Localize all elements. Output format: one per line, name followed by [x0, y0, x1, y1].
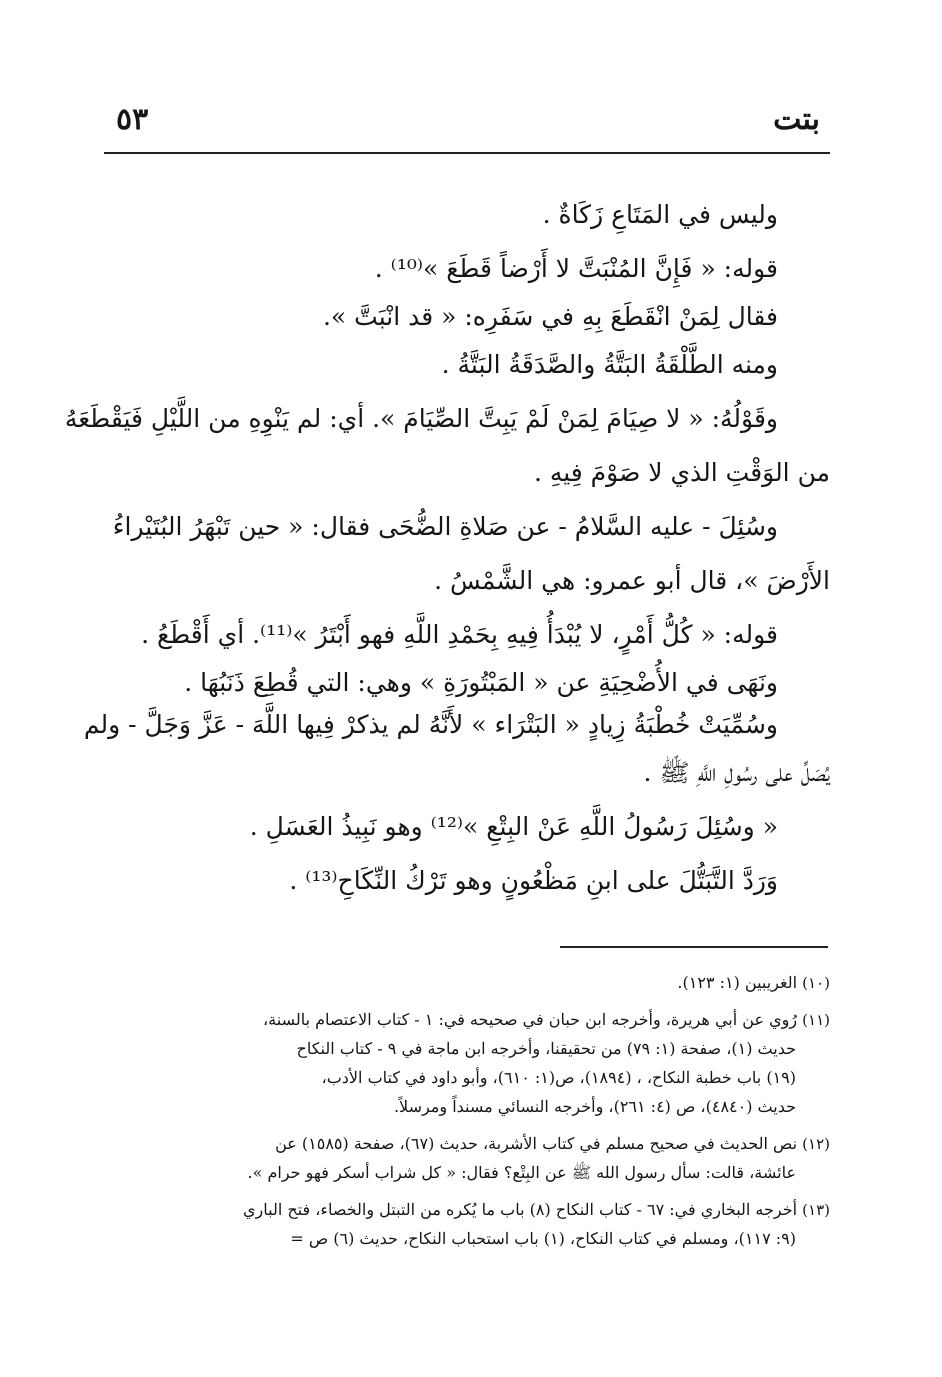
footnote-13: [112, 1195, 830, 1224]
footnote-number: (١٠): [802, 974, 830, 992]
page-header: [112, 100, 830, 144]
text-line: وليس في المَتَاعِ زَكَاةٌ .: [542, 200, 778, 229]
footnote-number: (١٣): [802, 1201, 830, 1219]
page-number: ٥٣: [116, 102, 149, 137]
running-head: بتت: [773, 102, 820, 137]
text-line: وسُئِلَ - عليه السَّلامُ - عن صَلاةِ الضُّحَى فقال: « حين تَبْهَرُ البُتَيْراءُ: [112, 512, 778, 541]
main-text: [64, 188, 830, 908]
footnote-line: عائشة، قالت: سأل رسول الله ﷺ عن البِتْع؟ فقال: « كل شراب أسكر فهو حرام ».: [247, 1163, 796, 1182]
footnote-12: [112, 1129, 830, 1158]
footnote-line: (١٩) باب خطبة النكاح، ، (١٨٩٤)، ص(١: ٦١٠)، وأبو داود في كتاب الأدب،: [321, 1068, 796, 1087]
footnote-line: حديث (٤٨٤٠)، ص (٤: ٢٦١)، وأخرجه النسائي مسنداً ومرسلاً.: [393, 1097, 796, 1116]
footnote-line: حديث (١)، صفحة (١: ٧٩) من تحقيقنا، وأخرجه ابن ماجة في ٩ - كتاب النكاح: [296, 1039, 796, 1058]
footnote-text: أخرجه البخاري في: ٦٧ - كتاب النكاح (٨) باب ما يُكره من التبتل والخصاء، فتح الباري: [243, 1200, 798, 1219]
text-line: من الوَقْتِ الذي لا صَوْمَ فِيهِ .: [533, 458, 830, 487]
text-line: وقَوْلُهُ: « لا صِيَامَ لِمَنْ لَمْ يَبِتَّ الصِّيَامَ ». أي: لم يَنْوِهِ من اللَّيْلِ فَيَقْطَعَهُ: [64, 404, 778, 433]
footnote-11: [112, 1005, 830, 1034]
text-line: وَرَدَّ التَّبَتُّلَ على ابنِ مَظْعُونٍ وهو تَرْكُ النِّكَاحِ⁽¹³⁾ .: [289, 866, 778, 895]
footnote-text: نص الحديث في صحيح مسلم في كتاب الأشربة، حديث (٦٧)، صفحة (١٥٨٥) عن: [275, 1134, 798, 1153]
footnote-10: [112, 968, 830, 997]
text-line: قوله: « كُلُّ أَمْرٍ، لا يُبْدَأُ فِيهِ بِحَمْدِ اللَّهِ فهو أَبْتَرُ »⁽¹¹⁾. أي أَقْطَعُ .: [141, 620, 778, 649]
footnote-number: (١١): [802, 1011, 830, 1029]
text-line: وسُمِّيَتْ خُطْبَةُ زِيادٍ « البَتْرَاء » لأَنَّهُ لم يذكرْ فِيها اللَّهَ - عَزَّ وَجَلَّ - ولم: [83, 710, 778, 739]
header-rule: [104, 152, 830, 154]
footnote-line: (٩: ١١٧)، ومسلم في كتاب النكاح، (١) باب استحباب النكاح، حديث (٦) ص =: [290, 1229, 796, 1248]
text-line: الأَرْضَ »، قال أبو عمرو: هي الشَّمْسُ .: [434, 566, 830, 595]
footnote-rule: [560, 946, 828, 948]
footnotes: [112, 968, 830, 1253]
text-line: « وسُئِلَ رَسُولُ اللَّهِ عَنْ البِتْعِ »⁽¹²⁾ وهو نَبِيذُ العَسَلِ .: [249, 812, 778, 841]
text-line: فقال لِمَنْ انْقَطَعَ بِهِ في سَفَرِه: « قد انْبَتَّ ».: [322, 302, 778, 331]
text-line: قوله: « فَإِنَّ المُنْبَتَّ لا أَرْضاً قَطَعَ »⁽¹⁰⁾ .: [374, 254, 778, 283]
footnote-number: (١٢): [802, 1135, 830, 1153]
footnote-text: الغريبين (١: ١٢٣).: [677, 973, 798, 992]
text-line: ومنه الطَّلْقَةُ البَتَّةُ والصَّدَقَةُ البَتَّةُ .: [441, 350, 778, 379]
text-line: يُصَلِّ على رسُولِ اللَّهِ ﷺ .: [643, 758, 830, 787]
footnote-text: رُوي عن أبي هريرة، وأخرجه ابن حبان في صحيحه في: ١ - كتاب الاعتصام بالسنة،: [263, 1010, 798, 1029]
text-line: ونَهَى في الأُضْحِيَةِ عن « المَبْتُورَةِ » وهي: التي قُطِعَ ذَنَبُهَا .: [184, 668, 778, 697]
